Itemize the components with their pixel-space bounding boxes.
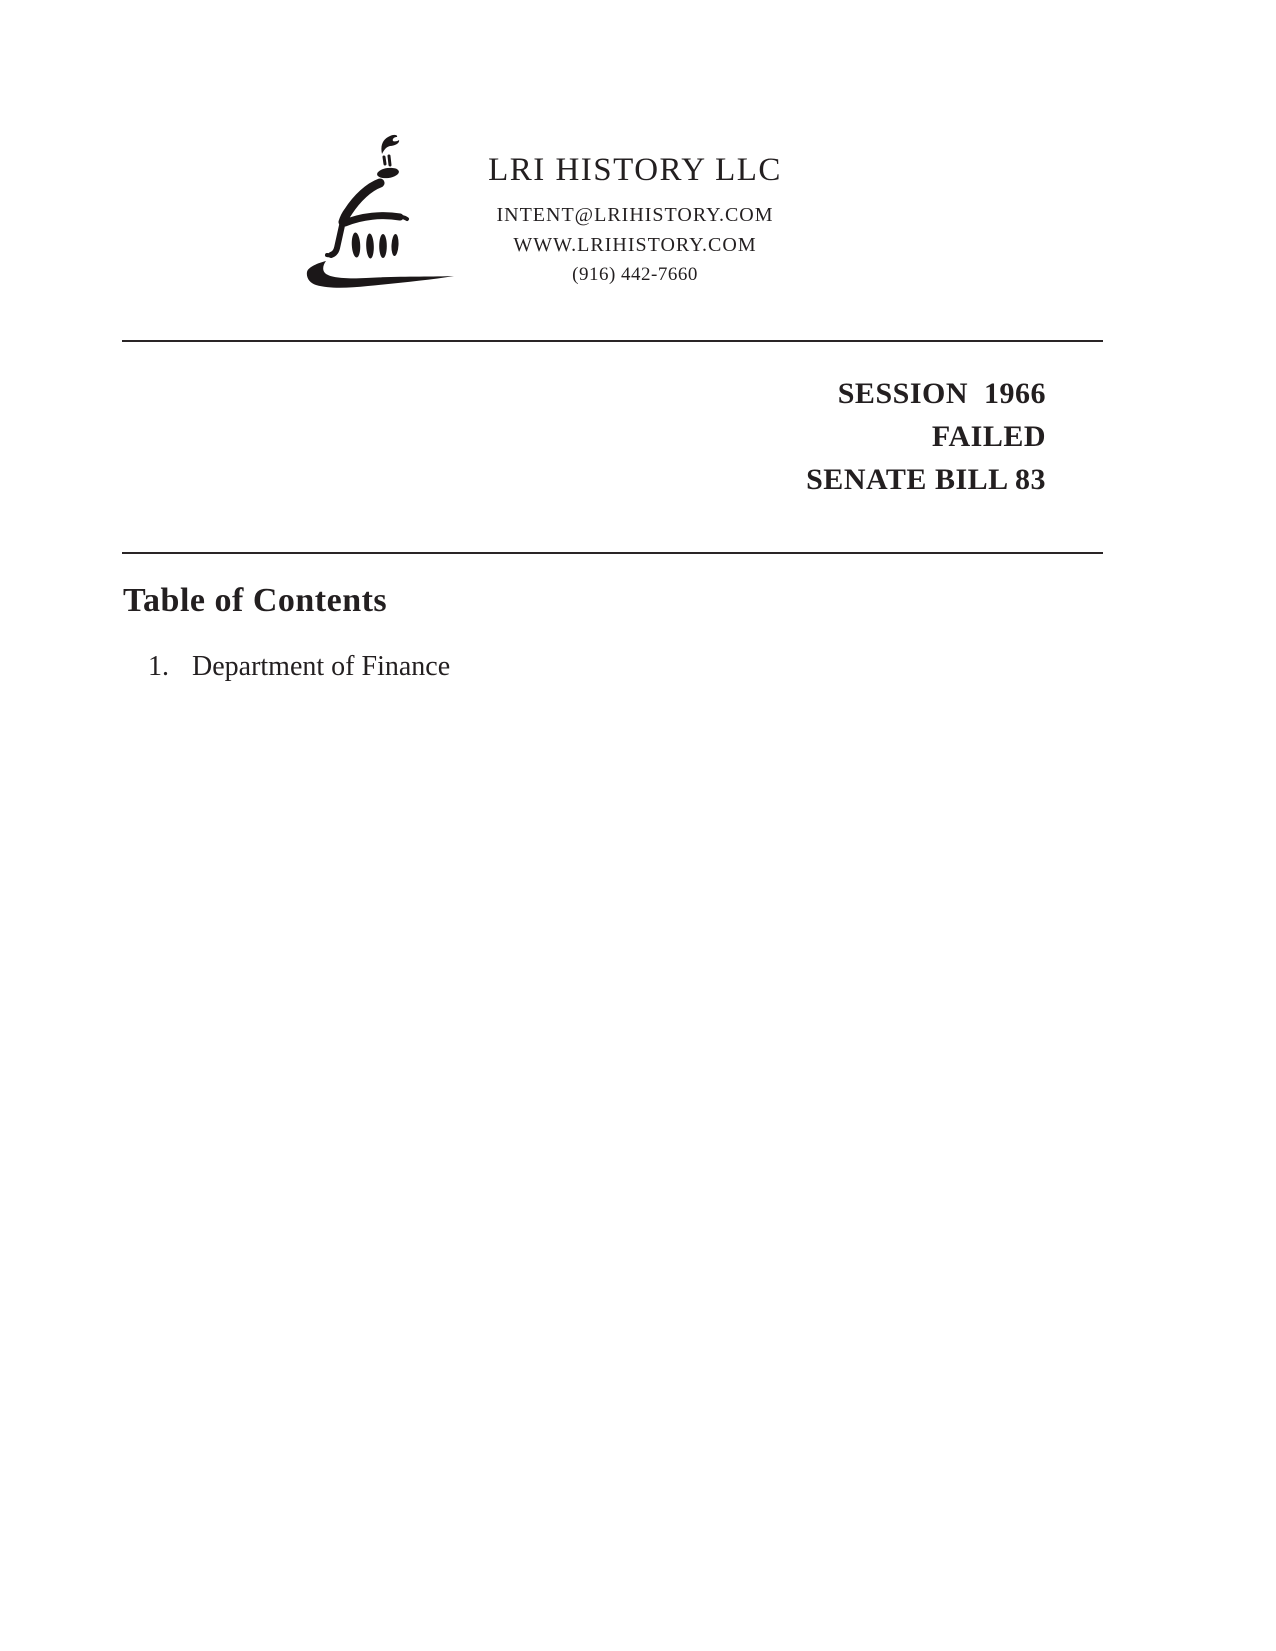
session-block <box>806 372 1046 501</box>
company-name: LRI HISTORY LLC <box>488 152 782 188</box>
session-line: SESSION 1966 <box>837 377 1046 410</box>
flag-flick <box>381 135 399 154</box>
toc-item-label: Department of Finance <box>192 651 451 682</box>
horizontal-rule-bottom <box>122 552 1103 554</box>
bill-line: SENATE BILL 83 <box>806 463 1046 496</box>
letterhead <box>425 150 845 290</box>
toc-item <box>148 650 450 684</box>
company-website: WWW.LRIHISTORY.COM <box>513 234 757 256</box>
company-phone: (916) 442-7660 <box>572 264 698 285</box>
status-line: FAILED <box>931 420 1046 453</box>
company-email: INTENT@LRIHISTORY.COM <box>496 204 774 226</box>
toc-heading: Table of Contents <box>123 582 388 619</box>
toc-item-number: 1. <box>148 651 169 682</box>
horizontal-rule-top <box>122 340 1103 342</box>
